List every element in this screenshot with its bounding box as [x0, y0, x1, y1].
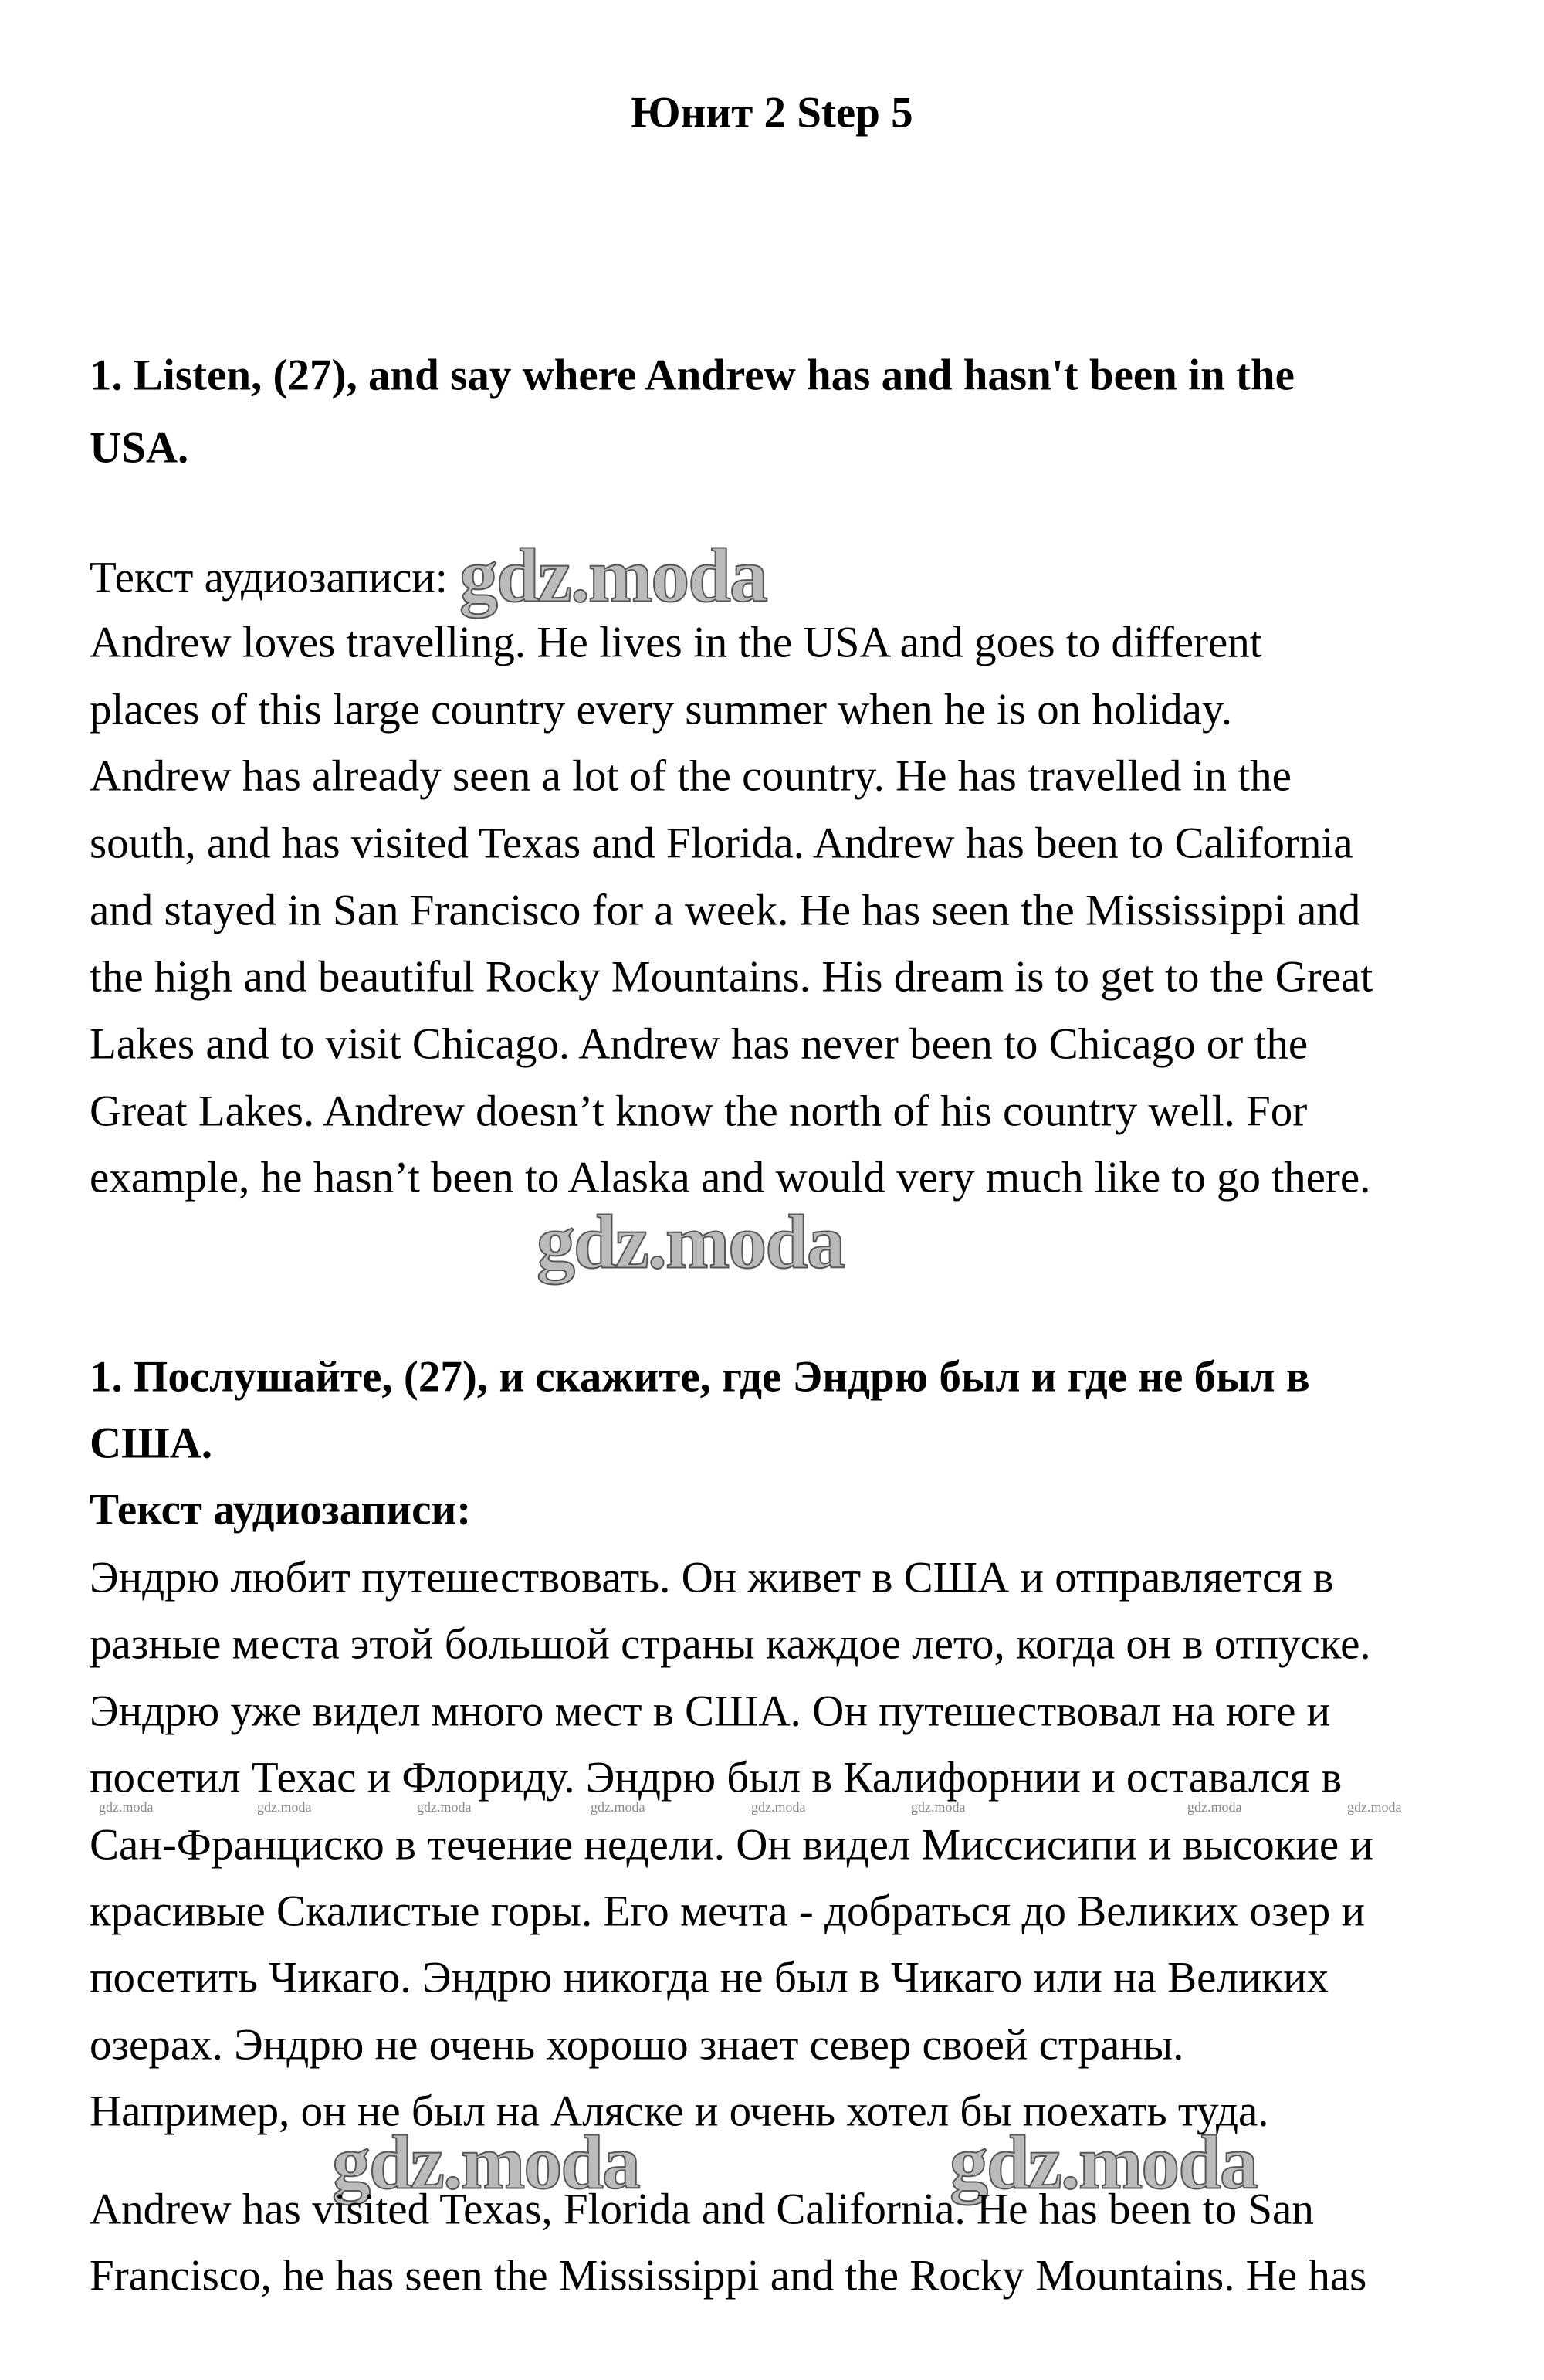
- watermark: gdz.moda: [332, 2119, 639, 2205]
- watermark-small: gdz.moda: [1187, 1799, 1242, 1815]
- watermark-small: gdz.moda: [257, 1799, 312, 1815]
- answer-line: Francisco, he has seen the Mississippi and the Rocky Mountains. He has: [90, 2251, 1367, 2300]
- text-line: Great Lakes. Andrew doesn’t know the north of his country well. For: [90, 1087, 1308, 1136]
- task-heading-en-2: USA.: [90, 423, 189, 473]
- text-line: Эндрю уже видел много мест в США. Он путешествовал на юге и: [90, 1687, 1331, 1736]
- text-line: Эндрю любит путешествовать. Он живет в США и отправляется в: [90, 1553, 1334, 1602]
- page-title: Юнит 2 Step 5: [631, 88, 913, 137]
- watermark: gdz.moda: [950, 2119, 1257, 2205]
- watermark: gdz.moda: [537, 1198, 844, 1285]
- text-line: озерах. Эндрю не очень хорошо знает север своей страны.: [90, 2020, 1184, 2070]
- text-line: example, he hasn’t been to Alaska and would very much like to go there.: [90, 1153, 1371, 1202]
- text-line: places of this large country every summer when he is on holiday.: [90, 685, 1233, 734]
- watermark-small: gdz.moda: [1347, 1799, 1402, 1815]
- text-line: Lakes and to visit Chicago. Andrew has never been to Chicago or the: [90, 1019, 1309, 1069]
- watermark-small: gdz.moda: [417, 1799, 472, 1815]
- text-line: Andrew loves travelling. He lives in the USA and goes to different: [90, 618, 1262, 667]
- text-line: разные места этой большой страны каждое лето, когда он в отпуске.: [90, 1619, 1371, 1669]
- watermark-small: gdz.moda: [911, 1799, 966, 1815]
- text-line: посетил Техас и Флориду. Эндрю был в Калифорнии и оставался в: [90, 1753, 1343, 1802]
- task-heading-en-1: 1. Listen, (27), and say where Andrew has and hasn't been in the: [90, 351, 1295, 400]
- task-heading-ru-2: США.: [90, 1419, 213, 1468]
- text-line: Сан-Франциско в течение недели. Он видел Миссисипи и высокие и: [90, 1820, 1373, 1870]
- watermark-small: gdz.moda: [99, 1799, 154, 1815]
- text-line: the high and beautiful Rocky Mountains. His dream is to get to the Great: [90, 952, 1373, 1002]
- answer-line: Andrew has visited Texas, Florida and California. He has been to San: [90, 2185, 1314, 2234]
- text-line: Andrew has already seen a lot of the country. He has travelled in the: [90, 751, 1292, 801]
- text-line: красивые Скалистые горы. Его мечта - добраться до Великих озер и: [90, 1887, 1366, 1936]
- transcript-label-ru: Текст аудиозаписи:: [90, 1485, 472, 1534]
- text-line: посетить Чикаго. Эндрю никогда не был в Чикаго или на Великих: [90, 1953, 1329, 2002]
- text-line: and stayed in San Francisco for a week. He has seen the Mississippi and: [90, 886, 1361, 935]
- watermark: gdz.moda: [459, 532, 767, 619]
- task-heading-ru-1: 1. Послушайте, (27), и скажите, где Эндрю был и где не был в: [90, 1352, 1310, 1402]
- transcript-label-en: Текст аудиозаписи:: [90, 553, 448, 602]
- watermark-small: gdz.moda: [751, 1799, 806, 1815]
- text-line: south, and has visited Texas and Florida. Andrew has been to California: [90, 819, 1353, 868]
- watermark-small: gdz.moda: [591, 1799, 645, 1815]
- text-line: Например, он не был на Аляске и очень хотел бы поехать туда.: [90, 2087, 1269, 2136]
